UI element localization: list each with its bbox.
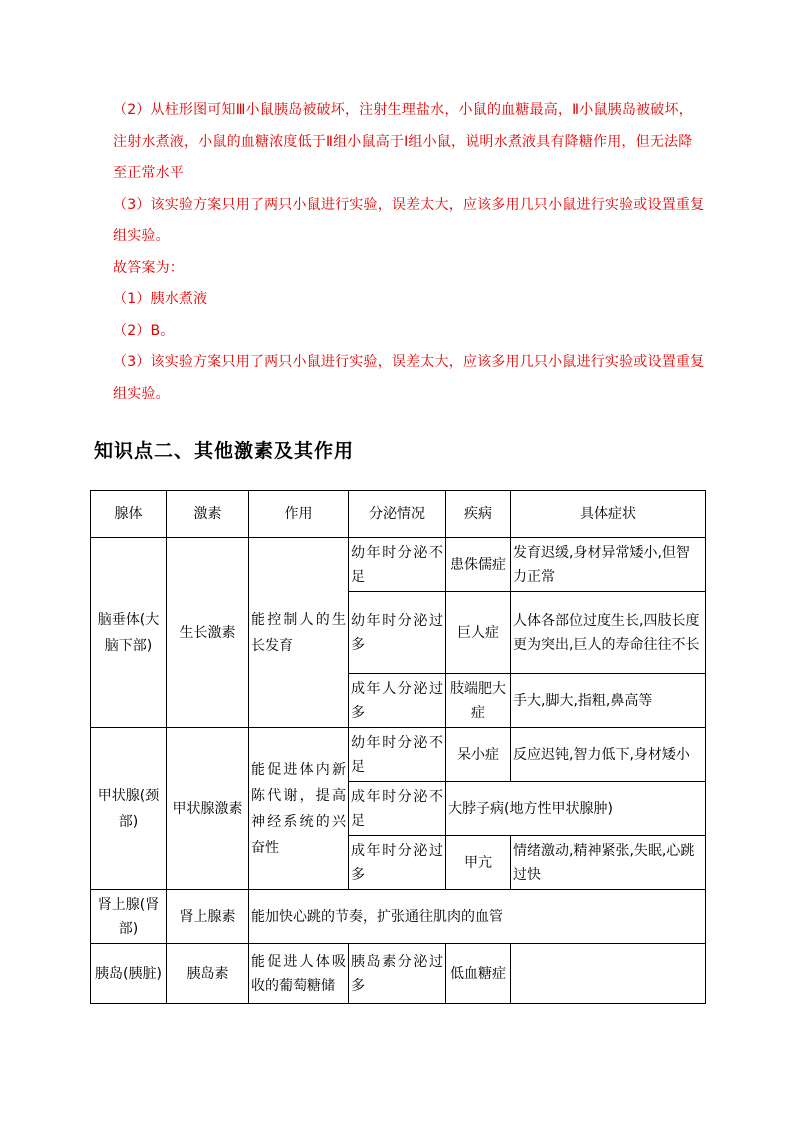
hormone-cell: 生长激素 xyxy=(167,538,249,728)
header-symptom: 具体症状 xyxy=(511,491,706,538)
header-function: 作用 xyxy=(249,491,349,538)
function-cell: 能加快心跳的节奏，扩张通往肌肉的血管 xyxy=(249,890,706,944)
answer-line: （1）胰水煮液 xyxy=(113,291,208,307)
function-cell: 能促进体内新陈代谢，提高神经系统的兴奋性 xyxy=(249,728,349,890)
secretion-cell: 成年人分泌过多 xyxy=(349,674,446,728)
secretion-cell: 幼年时分泌过多 xyxy=(349,592,446,674)
function-cell: 能促进人体吸收的葡萄糖储 xyxy=(249,944,349,1004)
function-cell: 能控制人的生长发育 xyxy=(249,538,349,728)
table-row xyxy=(91,890,706,944)
gland-cell: 肾上腺(肾部) xyxy=(91,890,167,944)
answer-explanation xyxy=(113,95,713,410)
header-secretion: 分泌情况 xyxy=(349,491,446,538)
hormone-cell: 胰岛素 xyxy=(167,944,249,1004)
disease-cell: 患侏儒症 xyxy=(446,538,511,592)
disease-cell: 甲亢 xyxy=(446,836,511,890)
answer-line: 故答案为： xyxy=(113,259,184,276)
answer-line: 至正常水平 xyxy=(113,165,184,181)
gland-cell: 甲状腺(颈部) xyxy=(91,728,167,890)
secretion-cell: 胰岛素分泌过多 xyxy=(349,944,446,1004)
answer-line: （3）该实验方案只用了两只小鼠进行实验，误差太大，应该多用几只小鼠进行实验或设置重复 xyxy=(113,354,705,370)
answer-line: （2）B。 xyxy=(113,322,175,339)
secretion-cell: 幼年时分泌不足 xyxy=(349,728,446,782)
table-row xyxy=(91,538,706,592)
answer-line: （3）该实验方案只用了两只小鼠进行实验，误差太大，应该多用几只小鼠进行实验或设置重复 xyxy=(113,196,705,213)
answer-line: 组实验。 xyxy=(113,228,170,244)
section-title: 知识点二、其他激素及其作用 xyxy=(94,440,355,462)
hormone-cell: 肾上腺素 xyxy=(167,890,249,944)
table-header-row xyxy=(91,491,706,538)
answer-line: （2）从柱形图可知Ⅲ小鼠胰岛被破坏，注射生理盐水，小鼠的血糖最高，Ⅱ小鼠胰岛被破坏， xyxy=(113,102,693,118)
gland-cell: 胰岛(胰脏) xyxy=(91,944,167,1004)
symptom-cell: 情绪激动,精神紧张,失眠,心跳过快 xyxy=(511,836,706,890)
header-gland: 腺体 xyxy=(91,491,167,538)
disease-cell: 呆小症 xyxy=(446,728,511,782)
merged-disease-cell: 大脖子病(地方性甲状腺肿) xyxy=(446,782,706,836)
table-row xyxy=(91,728,706,782)
hormone-table xyxy=(90,490,706,1004)
gland-cell: 脑垂体(大脑下部) xyxy=(91,538,167,728)
symptom-cell: 人体各部位过度生长,四肢长度更为突出,巨人的寿命往往不长 xyxy=(511,592,706,674)
secretion-cell: 成年时分泌过多 xyxy=(349,836,446,890)
answer-line: 注射水煮液，小鼠的血糖浓度低于Ⅱ组小鼠高于Ⅰ组小鼠，说明水煮液具有降糖作用，但无法降 xyxy=(113,133,693,150)
answer-line: 组实验。 xyxy=(113,385,170,402)
secretion-cell: 成年时分泌不足 xyxy=(349,782,446,836)
table-row xyxy=(91,944,706,1004)
symptom-cell: 发育迟缓,身材异常矮小,但智力正常 xyxy=(511,538,706,592)
secretion-cell: 幼年时分泌不足 xyxy=(349,538,446,592)
symptom-cell xyxy=(511,944,706,1004)
disease-cell: 低血糖症 xyxy=(446,944,511,1004)
disease-cell: 肢端肥大症 xyxy=(446,674,511,728)
disease-cell: 巨人症 xyxy=(446,592,511,674)
symptom-cell: 反应迟钝,智力低下,身材矮小 xyxy=(511,728,706,782)
hormone-cell: 甲状腺激素 xyxy=(167,728,249,890)
symptom-cell: 手大,脚大,指粗,鼻高等 xyxy=(511,674,706,728)
header-disease: 疾病 xyxy=(446,491,511,538)
header-hormone: 激素 xyxy=(167,491,249,538)
